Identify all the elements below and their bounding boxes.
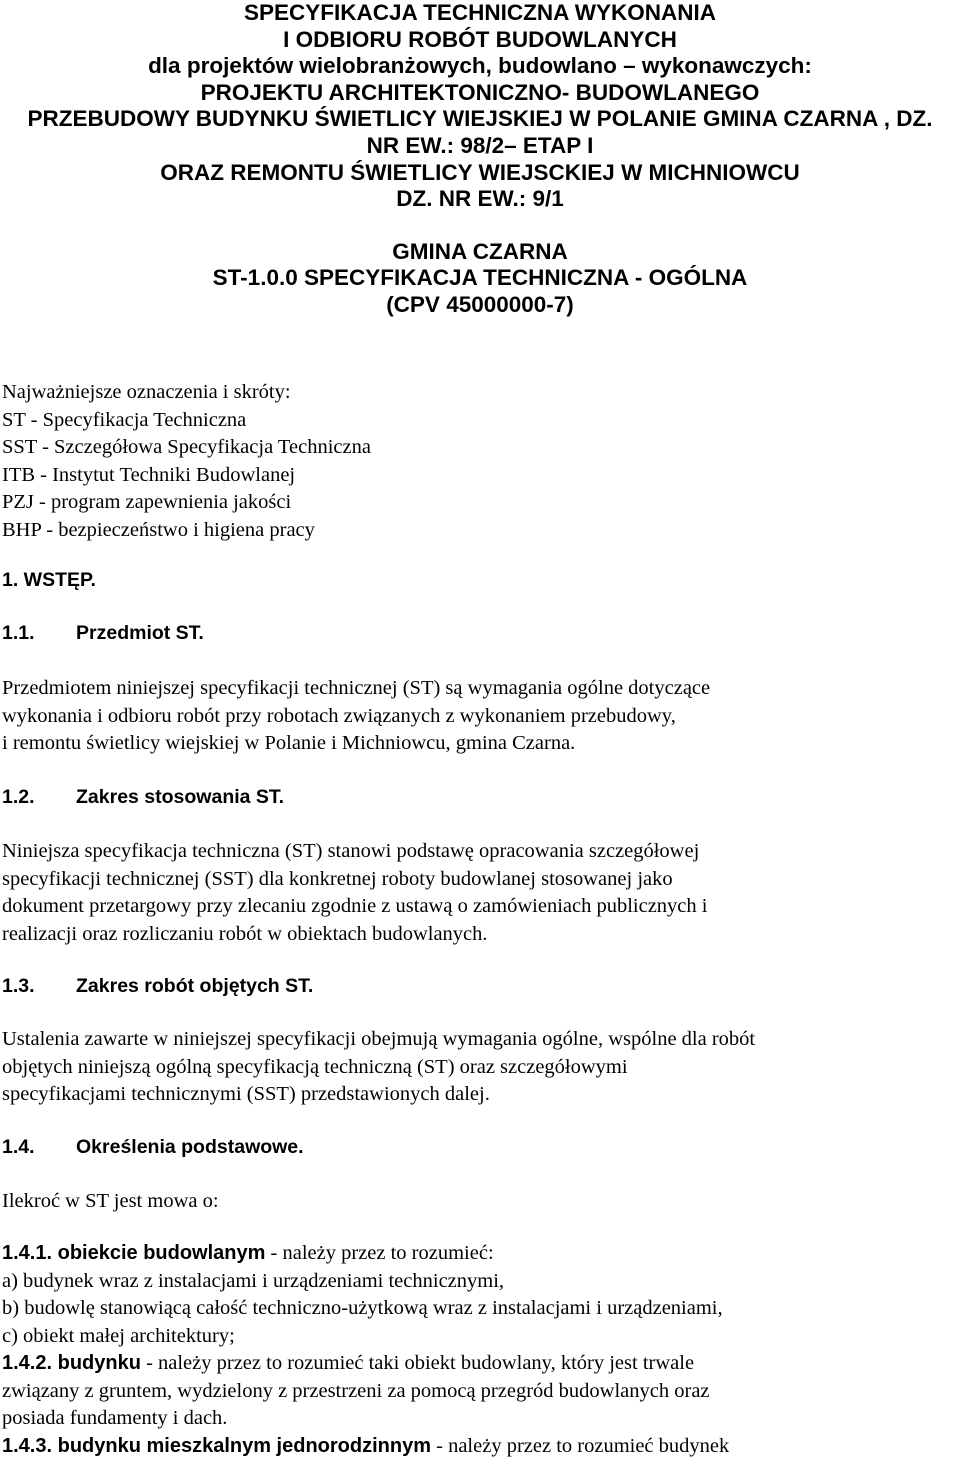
- subsection-number: 1.4.: [2, 1136, 35, 1158]
- abbreviation-item: PZJ - program zapewnienia jakości: [2, 491, 292, 513]
- definition-term: 1.4.1. obiekcie budowlanym: [2, 1242, 266, 1264]
- subsection-title: Przedmiot ST.: [76, 622, 204, 644]
- definition-list-item: b) budowlę stanowiącą całość techniczno-użytkową wraz z instalacjami i urządzeniami,: [2, 1297, 723, 1319]
- abbreviation-item: ITB - Instytut Techniki Budowlanej: [2, 463, 296, 486]
- title-line: SPECYFIKACJA TECHNICZNA WYKONANIA: [243, 0, 717, 25]
- subsection-heading-1-3: [2, 975, 313, 998]
- abbreviation-item: ST - Specyfikacja Techniczna: [2, 408, 247, 431]
- paragraph-line: wykonania i odbioru robót przy robotach związanych z wykonaniem przebudowy,: [2, 704, 676, 727]
- spec-code-title: ST-1.0.0 SPECYFIKACJA TECHNICZNA - OGÓLNA: [212, 265, 748, 291]
- definition-1-4-2: [2, 1350, 729, 1378]
- paragraph-1-1: [2, 675, 710, 758]
- definition-list-item: a) budynek wraz z instalacjami i urządzeniami technicznymi,: [2, 1269, 505, 1292]
- title-line: dla projektów wielobranżowych, budowlano – wykonawczych:: [148, 53, 812, 79]
- title-line: NR EW.: 98/2– ETAP I: [366, 132, 594, 158]
- abbreviations-block: [2, 379, 371, 544]
- title-line: PRZEBUDOWY BUDYNKU ŚWIETLICY WIEJSKIEJ W POLANIE GMINA CZARNA , DZ.: [27, 106, 933, 132]
- abbreviation-item: SST - Szczegółowa Specyfikacja Techniczna: [2, 436, 371, 458]
- section-title: 1. WSTĘP.: [2, 569, 96, 591]
- paragraph-line: Przedmiotem niniejszej specyfikacji technicznej (ST) są wymagania ogólne dotyczące: [2, 677, 711, 699]
- paragraph-line: specyfikacjami technicznymi (SST) przedstawionych dalej.: [2, 1083, 490, 1105]
- subsection-title: Zakres stosowania ST.: [76, 786, 285, 808]
- document-title-block: [0, 0, 960, 319]
- definition-term: 1.4.2. budynku: [2, 1352, 141, 1374]
- title-line: GMINA CZARNA: [392, 238, 568, 264]
- title-line: I ODBIORU ROBÓT BUDOWLANYCH: [283, 26, 677, 52]
- paragraph-line: dokument przetargowy przy zlecaniu zgodnie z ustawą o zamówieniach publicznych i: [2, 895, 708, 917]
- paragraph-line: realizacji oraz rozliczaniu robót w obiektach budowlanych.: [2, 922, 488, 945]
- abbreviation-item: BHP - bezpieczeństwo i higiena pracy: [2, 518, 315, 541]
- section-heading-1: [2, 569, 96, 592]
- title-line: PROJEKTU ARCHITEKTONICZNO- BUDOWLANEGO: [200, 79, 760, 105]
- subsection-number: 1.3.: [2, 975, 35, 997]
- paragraph-line: Ustalenia zawarte w niniejszej specyfikacji obejmują wymagania ogólne, wspólne dla robót: [2, 1028, 756, 1050]
- definition-text: - należy przez to rozumieć budynek: [431, 1434, 730, 1457]
- definition-list-item: c) obiekt małej architektury;: [2, 1324, 235, 1347]
- title-line: DZ. NR EW.: 9/1: [396, 186, 564, 212]
- paragraph-1-3: [2, 1026, 755, 1109]
- definitions-intro: [2, 1188, 219, 1216]
- subsection-title: Zakres robót objętych ST.: [76, 975, 314, 997]
- definition-1-4-3: [2, 1433, 729, 1461]
- paragraph-line: związany z gruntem, wydzielony z przestrzeni za pomocą przegród budowlanych oraz: [2, 1379, 710, 1402]
- subsection-heading-1-1: [2, 622, 204, 645]
- paragraph-line: i remontu świetlicy wiejskiej w Polanie i Michniowcu, gmina Czarna.: [2, 732, 576, 754]
- subsection-title: Określenia podstawowe.: [76, 1136, 304, 1158]
- paragraph-line: posiada fundamenty i dach.: [2, 1407, 228, 1429]
- paragraph-line: specyfikacji technicznej (SST) dla konkretnej roboty budowlanej stosowanej jako: [2, 867, 673, 890]
- paragraph-line: Ilekroć w ST jest mowa o:: [2, 1190, 219, 1212]
- definition-text: - należy przez to rozumieć:: [265, 1242, 494, 1264]
- subsection-heading-1-2: [2, 786, 284, 809]
- title-line: ORAZ REMONTU ŚWIETLICY WIEJSCKIEJ W MICHNIOWCU: [160, 159, 800, 185]
- definition-1-4-1: [2, 1240, 729, 1268]
- cpv-code: (CPV 45000000-7): [386, 291, 574, 317]
- definitions-block: [2, 1240, 729, 1460]
- definition-term: 1.4.3. budynku mieszkalnym jednorodzinnym: [2, 1434, 431, 1457]
- abbreviations-intro: Najważniejsze oznaczenia i skróty:: [2, 381, 291, 403]
- paragraph-line: Niniejsza specyfikacja techniczna (ST) stanowi podstawę opracowania szczegółowej: [2, 840, 700, 862]
- subsection-heading-1-4: [2, 1136, 304, 1159]
- subsection-number: 1.1.: [2, 622, 35, 644]
- paragraph-1-2: [2, 838, 707, 948]
- definition-text: - należy przez to rozumieć taki obiekt budowlany, który jest trwale: [140, 1352, 695, 1374]
- paragraph-line: objętych niniejszą ogólną specyfikacją techniczną (ST) oraz szczegółowymi: [2, 1055, 628, 1078]
- subsection-number: 1.2.: [2, 786, 35, 808]
